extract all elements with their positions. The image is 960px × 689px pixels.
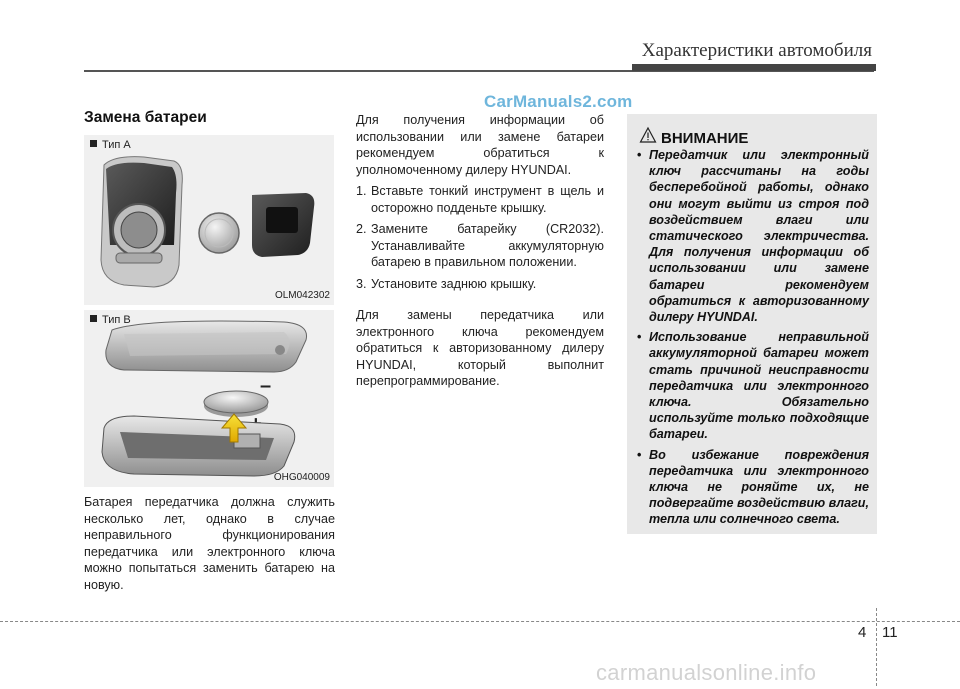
warning-item-text: Во избежание повреждения передатчика или электронного ключа не роняйте их, не подвергайте воздействию влаги, тепла или солнечного света. <box>649 447 869 527</box>
page-number-separator <box>876 608 878 686</box>
section-title: Замена батареи <box>84 109 207 126</box>
warning-item-text: Передатчик или электронный ключ рассчитаны на годы бесперебойной работы, однако они могут выйти из строя под воздействием влаги или статического электричества. Для получения информации об использовании или замене батареи рекомендуем обратиться к авторизованному дилеру HYUNDAI. <box>649 148 869 325</box>
steps-list <box>356 183 604 297</box>
step-item <box>356 276 604 293</box>
middle-paragraph-1: Для получения информации об использовании или замене батареи рекомендуем обратиться к уполномоченному дилеру HYUNDAI. <box>356 113 604 177</box>
bullet-icon: • <box>637 447 642 462</box>
figure-label: Тип B <box>90 314 131 326</box>
warning-header <box>639 122 748 147</box>
step-item <box>356 221 604 271</box>
key-fob-b-illustration <box>84 310 334 487</box>
warning-item <box>637 447 869 528</box>
header-rule-accent <box>632 64 876 71</box>
key-fob-a-illustration <box>84 135 334 305</box>
step-text: Вставьте тонкий инструмент в щель и осторожно подденьте крышку. <box>371 184 604 215</box>
warning-item-text: Использование неправильной аккумуляторной батареи может стать причиной неисправности передатчика или электронного ключа. Обязательно используйте только подходящие батареи. <box>649 330 869 442</box>
warning-title: ВНИМАНИЕ <box>661 130 749 147</box>
watermark-bottom: carmanualsonline.info <box>596 660 817 685</box>
running-header-title: Характеристики автомобиля <box>641 40 872 61</box>
step-text: Замените батарейку (CR2032). Устанавливайте аккумуляторную батарею в правильном положении. <box>371 222 604 269</box>
middle-paragraph-2: Для замены передатчика или электронного ключа рекомендуем обратиться к авторизованному дилеру HYUNDAI, который выполнит перепрограммирование. <box>356 308 604 388</box>
warning-item <box>637 329 869 442</box>
warning-list <box>637 147 869 532</box>
left-body-text: Батарея передатчика должна служить несколько лет, однако в случае неправильного функционирования передатчика или электронного ключа можно попытаться заменить батарею на новую. <box>84 495 335 592</box>
minus-sign: – <box>260 375 272 397</box>
step-number: 1. <box>356 184 367 198</box>
figure-type-a <box>84 135 334 305</box>
footer-rule <box>0 621 960 622</box>
page-number: 11 <box>882 624 898 641</box>
warning-triangle-icon <box>639 126 657 144</box>
watermark-top: CarManuals2.com <box>484 92 633 111</box>
chapter-number: 4 <box>858 624 867 641</box>
figure-code: OLM042302 <box>274 290 330 301</box>
bullet-icon: • <box>637 330 642 345</box>
figure-label: Тип A <box>90 139 131 151</box>
warning-box <box>627 114 877 534</box>
figure-code: OHG040009 <box>273 472 330 483</box>
bullet-icon: • <box>637 148 642 162</box>
step-text: Установите заднюю крышку. <box>371 276 537 291</box>
step-number: 3. <box>356 276 367 291</box>
figure-type-b <box>84 310 334 487</box>
warning-item <box>637 147 869 325</box>
step-number: 2. <box>356 222 367 236</box>
step-item <box>356 183 604 216</box>
